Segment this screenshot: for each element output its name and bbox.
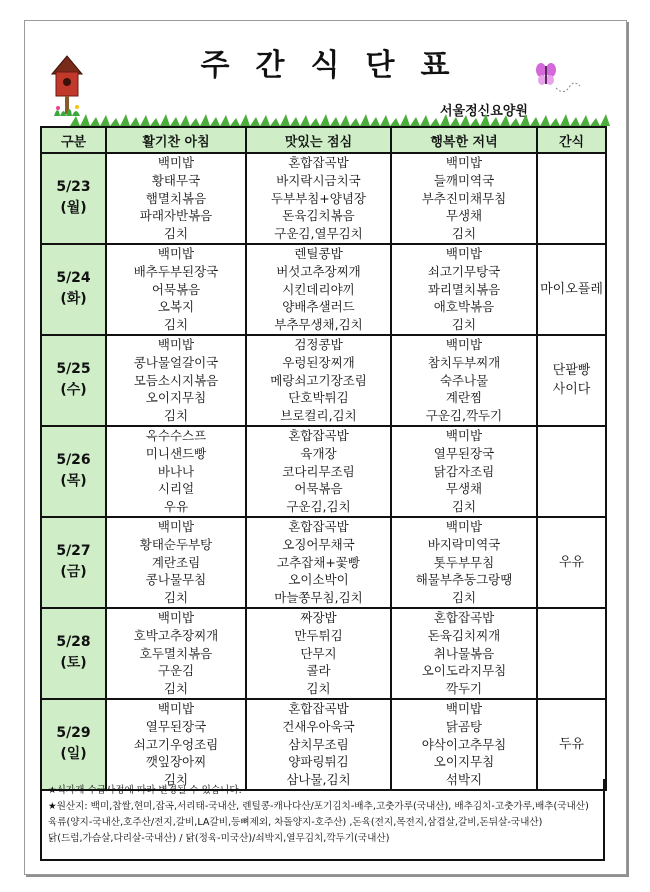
menu-item: 오이지무침: [433, 754, 495, 770]
snack-item: 사이다: [552, 382, 591, 398]
menu-item: 혼합잡곡밥: [288, 518, 349, 534]
day-date: 5/28: [56, 634, 91, 651]
menu-item: 김치: [163, 772, 189, 788]
lunch-cell: [246, 699, 391, 790]
dinner-cell: [391, 153, 537, 244]
menu-item: 콩나물무침: [145, 572, 207, 588]
menu-item: 꽈리멸치볶음: [427, 281, 501, 297]
lunch-cell: [246, 426, 391, 517]
menu-item: 백미밥: [445, 155, 483, 170]
menu-item: 쇠고기우엉조림: [133, 736, 219, 752]
menu-item: 어묵볶음: [294, 481, 343, 497]
lunch-cell: [246, 517, 391, 608]
weekly-menu-table: [40, 126, 607, 791]
menu-item: 김치: [306, 681, 331, 697]
menu-item: 톳두부무침: [433, 554, 495, 570]
lunch-cell: [246, 153, 391, 244]
menu-item: 오복지: [157, 299, 195, 315]
day-weekday: (일): [60, 746, 87, 763]
lunch-cell: [246, 244, 391, 335]
menu-item: 삼치무조림: [288, 736, 349, 752]
snack-cell: [537, 244, 606, 335]
menu-item: 숙주나물: [439, 372, 489, 388]
menu-item: 오이도라지무침: [421, 663, 507, 679]
birdhouse-icon: [50, 52, 84, 118]
menu-item: 오징어무채국: [282, 536, 355, 552]
day-row: [41, 608, 606, 699]
menu-item: 황태무국: [151, 172, 201, 188]
menu-item: 코다리무조림: [282, 463, 355, 479]
page-title: 주간식단표: [200, 48, 476, 83]
menu-item: 버섯고추장찌개: [276, 263, 361, 279]
dinner-cell: [391, 608, 537, 699]
day-cell: [41, 426, 106, 517]
dinner-cell: [391, 335, 537, 426]
menu-item: 백미밥: [157, 518, 195, 534]
menu-item: 호두멸치볶음: [139, 645, 213, 661]
day-weekday: (목): [60, 473, 87, 490]
col-header-dinner: 행복한 저녁: [391, 127, 537, 153]
day-cell: [41, 517, 106, 608]
menu-item: 백미밥: [445, 336, 483, 352]
menu-item: 백미밥: [445, 245, 483, 261]
menu-item: 메랑쇠고기장조림: [270, 372, 367, 388]
menu-item: 모듬소시지볶음: [133, 372, 219, 388]
day-row: [41, 244, 606, 335]
menu-item: 미니샌드빵: [145, 445, 207, 461]
snack-item: 두유: [558, 736, 585, 752]
dinner-cell: [391, 699, 537, 790]
menu-item: 혼합잡곡밥: [433, 609, 495, 625]
day-row: [41, 426, 606, 517]
note-line: ★원산지: 백미,찹쌀,현미,잡곡,서리태-국내산, 렌틸콩-캐나다산/포기김치-배추,고춧가루(국내산), 배추김치-고춧가루,배추(국내산): [48, 801, 589, 812]
header-row: [41, 127, 606, 153]
menu-item: 우유: [163, 499, 189, 515]
menu-item: 황태순두부탕: [139, 536, 213, 552]
menu-item: 무생채: [445, 208, 483, 224]
menu-item: 김치: [163, 226, 189, 242]
menu-item: 건새우아욱국: [282, 718, 355, 734]
menu-item: 콩나물얼갈이국: [133, 354, 219, 370]
menu-item: 오이지무침: [145, 390, 207, 406]
snack-cell: [537, 699, 606, 790]
breakfast-cell: [106, 699, 246, 790]
day-row: [41, 517, 606, 608]
day-cell: [41, 244, 106, 335]
breakfast-cell: [106, 244, 246, 335]
breakfast-cell: [106, 335, 246, 426]
menu-item: 백미밥: [157, 700, 195, 716]
menu-item: 돈육김치볶음: [282, 208, 355, 224]
menu-item: 섞박지: [445, 772, 483, 788]
menu-item: 육개장: [300, 445, 337, 461]
menu-item: 바지락미역국: [427, 536, 501, 552]
snack-item: 단팥빵: [552, 363, 591, 379]
menu-item: 구운김,열무김치: [274, 226, 363, 242]
menu-item: 백미밥: [445, 518, 483, 534]
menu-item: 검정콩밥: [294, 336, 343, 352]
menu-item: 어묵볶음: [151, 281, 201, 297]
breakfast-cell: [106, 517, 246, 608]
day-cell: [41, 608, 106, 699]
menu-item: 배추두부된장국: [133, 263, 219, 279]
menu-item: 김치: [163, 408, 189, 424]
snack-item: 마이오플레: [540, 281, 603, 297]
col-header-lunch: 맛있는 점심: [246, 127, 391, 153]
dinner-cell: [391, 426, 537, 517]
day-cell: [41, 699, 106, 790]
menu-item: 양파링튀김: [288, 754, 349, 770]
snack-cell: [537, 335, 606, 426]
menu-item: 양배추샐러드: [282, 299, 355, 315]
menu-item: 바지락시금치국: [276, 172, 361, 188]
menu-item: 깻잎장아찌: [145, 754, 207, 770]
day-weekday: (화): [60, 291, 87, 308]
menu-item: 만두튀김: [294, 627, 343, 643]
menu-item: 백미밥: [157, 336, 195, 352]
day-cell: [41, 335, 106, 426]
menu-item: 김치: [163, 590, 189, 606]
menu-item: 고추잡채+꽃빵: [277, 554, 360, 570]
menu-item: 백미밥: [157, 609, 195, 625]
snack-cell: [537, 608, 606, 699]
day-row: [41, 699, 606, 790]
dinner-cell: [391, 517, 537, 608]
menu-item: 김치: [451, 499, 477, 515]
menu-item: 구운김,김치: [286, 499, 351, 515]
day-weekday: (월): [60, 200, 87, 217]
menu-item: 짜장밥: [300, 609, 337, 625]
breakfast-cell: [106, 426, 246, 517]
menu-item: 계란조림: [151, 554, 201, 570]
snack-cell: [537, 153, 606, 244]
menu-item: 김치: [451, 590, 477, 606]
snack-cell: [537, 426, 606, 517]
note-line: ★식자재 수급사정에 따라 변경될 수 있습니다.: [48, 785, 242, 796]
day-cell: [41, 153, 106, 244]
snack-cell: [537, 517, 606, 608]
menu-item: 혼합잡곡밥: [288, 155, 349, 170]
day-weekday: (금): [60, 564, 87, 581]
menu-item: 김치: [163, 317, 189, 333]
lunch-cell: [246, 335, 391, 426]
menu-item: 해물부추동그랑땡: [415, 572, 513, 588]
day-date: 5/23: [56, 179, 91, 196]
menu-item: 돈육김치찌개: [427, 627, 501, 643]
menu-item: 계란찜: [445, 390, 483, 406]
menu-item: 깍두기: [445, 681, 483, 697]
menu-item: 애호박볶음: [433, 299, 495, 315]
day-date: 5/26: [56, 452, 91, 469]
menu-item: 참치두부찌개: [427, 354, 501, 370]
note-line: 육류(양지-국내산,호주산/전지,갈비,LA갈비,등뼈제외, 차돌양지-호주산) ,돈육(전지,목전지,삼겹살,갈비,돈뒤살-국내산): [48, 817, 543, 828]
menu-item: 닭감자조림: [433, 463, 495, 479]
menu-item: 삼나물,김치: [286, 772, 351, 788]
menu-item: 백미밥: [157, 245, 195, 261]
menu-item: 혼합잡곡밥: [288, 700, 349, 716]
menu-item: 두부부침+양념장: [271, 190, 366, 206]
dinner-cell: [391, 244, 537, 335]
menu-item: 콜라: [306, 663, 331, 679]
butterfly-icon: [536, 62, 586, 96]
menu-item: 김치: [163, 681, 189, 697]
menu-item: 쇠고기무탕국: [427, 263, 501, 279]
organization-name: 서울정신요양원: [440, 104, 528, 119]
menu-item: 시리얼: [157, 481, 195, 497]
menu-item: 파래자반볶음: [139, 208, 213, 224]
menu-item: 브로컬리,김치: [280, 408, 357, 424]
notes-section: [40, 779, 605, 861]
menu-item: 옥수수스프: [145, 427, 207, 443]
day-date: 5/29: [56, 725, 91, 742]
menu-item: 취나물볶음: [433, 645, 495, 661]
menu-item: 백미밥: [445, 427, 483, 443]
day-weekday: (토): [60, 655, 87, 672]
menu-item: 김치: [451, 317, 477, 333]
menu-item: 마늘쫑무침,김치: [274, 590, 363, 606]
menu-item: 백미밥: [445, 700, 483, 716]
menu-item: 무생채: [445, 481, 483, 497]
menu-item: 바나나: [157, 463, 195, 479]
menu-item: 우렁된장찌개: [282, 354, 355, 370]
menu-item: 부추진미채무침: [421, 190, 507, 206]
menu-item: 단무지: [300, 645, 337, 661]
breakfast-cell: [106, 608, 246, 699]
day-date: 5/24: [56, 270, 91, 287]
col-header-snack: 간식: [537, 127, 606, 153]
menu-item: 시킨데리야끼: [282, 281, 355, 297]
snack-item: 우유: [558, 554, 585, 570]
note-line: 닭(드럼,가슴살,다리살-국내산) / 닭(정육-미국산)/쇠박지,열무김치,깍두기(국내산): [48, 833, 390, 844]
menu-item: 열무된장국: [145, 718, 207, 734]
day-row: [41, 335, 606, 426]
menu-item: 열무된장국: [433, 445, 495, 461]
menu-item: 렌틸콩밥: [294, 245, 343, 261]
day-row: [41, 153, 606, 244]
menu-item: 닭곰탕: [445, 718, 483, 734]
menu-item: 구운김,깍두기: [425, 408, 503, 424]
grass-decoration: [70, 112, 610, 126]
col-header-breakfast: 활기찬 아침: [106, 127, 246, 153]
menu-item: 야삭이고추무침: [421, 736, 507, 752]
menu-item: 부추무생채,김치: [274, 317, 363, 333]
day-date: 5/27: [56, 543, 91, 560]
day-date: 5/25: [56, 361, 91, 378]
day-weekday: (수): [60, 382, 87, 399]
lunch-cell: [246, 608, 391, 699]
breakfast-cell: [106, 153, 246, 244]
menu-item: 김치: [451, 226, 477, 242]
menu-item: 오이소박이: [288, 572, 349, 588]
menu-item: 구운김: [157, 663, 195, 679]
col-header-category: 구분: [41, 127, 106, 153]
menu-item: 햄멸치볶음: [145, 190, 207, 206]
menu-item: 혼합잡곡밥: [288, 427, 349, 443]
menu-item: 단호박튀김: [288, 390, 349, 406]
menu-item: 호박고추장찌개: [133, 627, 219, 643]
menu-item: 백미밥: [157, 155, 195, 170]
menu-item: 들깨미역국: [433, 172, 495, 188]
